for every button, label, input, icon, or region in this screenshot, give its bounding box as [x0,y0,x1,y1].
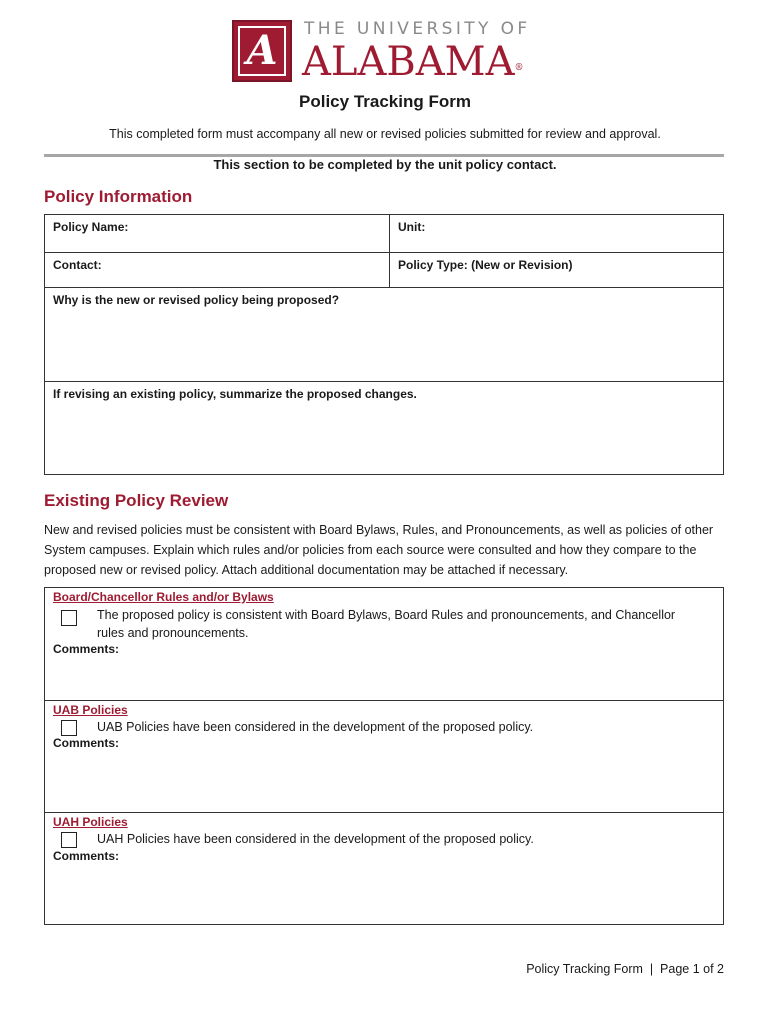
form-intro-text: This completed form must accompany all new or revised policies submitted for review and approval. [109,127,661,141]
info-row-contact-type [45,253,723,288]
board-consistency-checkbox[interactable] [61,610,77,626]
existing-policy-review-heading: Existing Policy Review [44,491,229,510]
comments-label: Comments: [53,849,120,863]
uab-policies-checkbox[interactable] [61,720,77,736]
page-footer: Policy Tracking Form | Page 1 of 2 [526,962,724,976]
policy-information-table [44,214,724,475]
review-section-title: Board/Chancellor Rules and/or Bylaws [53,590,274,604]
info-row-name-unit [45,215,723,253]
review-section-board [45,588,723,701]
script-a-logo-mark [232,20,292,82]
unit-label: Unit: [398,220,426,234]
review-section-title: UAH Policies [53,815,128,829]
logo-mark-letter: A [238,26,286,76]
info-row-revising [45,382,723,474]
unit-contact-note: This section to be completed by the unit policy contact. [213,157,557,172]
comments-label: Comments: [53,642,120,656]
review-section-uah [45,813,723,924]
policy-type-field[interactable] [390,253,723,287]
unit-field[interactable] [390,215,723,252]
contact-field[interactable] [45,253,390,287]
logo-line-alabama [302,38,523,86]
form-title: Policy Tracking Form [299,92,471,111]
review-statement: UAB Policies have been considered in the development of the proposed policy. [97,720,534,734]
review-statement: The proposed policy is consistent with Board Bylaws, Board Rules and pronouncements, and Chancellor rules and pronouncements. [97,608,676,640]
review-statement: UAH Policies have been considered in the development of the proposed policy. [97,832,534,846]
revision-summary-field[interactable] [45,382,723,474]
review-section-title: UAB Policies [53,703,128,717]
uah-policies-checkbox[interactable] [61,832,77,848]
policy-information-heading: Policy Information [44,187,193,206]
university-logo [232,20,542,84]
logo-alabama-text: ALABAMA [302,39,515,85]
revision-summary-label: If revising an existing policy, summarize the proposed changes. [53,387,417,401]
existing-review-table [44,587,724,925]
info-row-why [45,288,723,382]
comments-label: Comments: [53,736,120,750]
registered-mark: ® [514,63,524,73]
policy-name-field[interactable] [45,215,390,252]
policy-name-label: Policy Name: [53,220,129,234]
review-section-uab [45,701,723,813]
existing-review-description: New and revised policies must be consistent with Board Bylaws, Rules, and Pronouncements, as well as policies of other System campuses. Explain which rules and/or policies from each source were consulted and how they compare to the proposed new or revised policy. Attach additional documentation may be attached if necessary. [44,523,714,577]
contact-label: Contact: [53,258,102,272]
logo-line-university-of: THE UNIVERSITY OF [304,19,531,39]
why-proposed-field[interactable] [45,288,723,381]
policy-type-label: Policy Type: (New or Revision) [398,258,573,272]
why-proposed-label: Why is the new or revised policy being proposed? [53,293,340,307]
